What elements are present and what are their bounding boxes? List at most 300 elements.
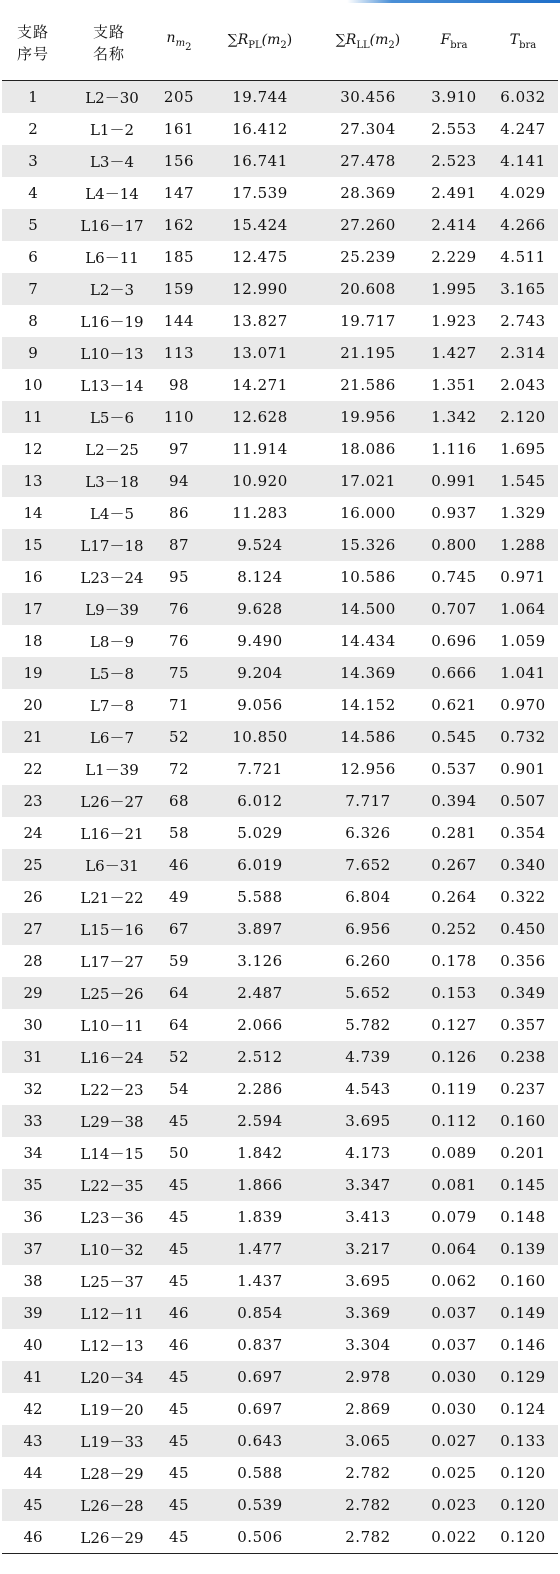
n-m2-cell: 45 [154,1169,204,1201]
branch-seq-cell: 32 [2,1073,64,1105]
t-bra-cell: 0.139 [488,1233,558,1265]
sum-rpl-cell: 0.854 [204,1297,316,1329]
branch-seq-cell: 15 [2,529,64,561]
n-m2-cell: 94 [154,465,204,497]
t-bra-cell: 0.160 [488,1105,558,1137]
table-row [2,657,558,689]
t-bra-cell: 0.349 [488,977,558,1009]
header-rpl-paren-sub: 2 [280,40,287,51]
n-m2-cell: 159 [154,273,204,305]
n-m2-cell: 75 [154,657,204,689]
sum-rpl-cell: 2.487 [204,977,316,1009]
t-bra-cell: 0.120 [488,1489,558,1521]
branch-name-cell: L3－4 [64,145,154,177]
header-n-sub: m [175,38,186,49]
branch-name-cell: L17－27 [64,945,154,977]
n-m2-cell: 185 [154,241,204,273]
sum-rpl-cell: 12.628 [204,401,316,433]
f-bra-cell: 0.064 [420,1233,488,1265]
sum-rpl-cell: 9.490 [204,625,316,657]
sum-rll-cell: 2.869 [316,1393,420,1425]
branch-name-cell: L26－27 [64,785,154,817]
branch-name-cell: L25－37 [64,1265,154,1297]
sum-rpl-cell: 9.524 [204,529,316,561]
table-row [2,241,558,273]
branch-name-cell: L9－39 [64,593,154,625]
sum-rpl-cell: 3.897 [204,913,316,945]
t-bra-cell: 4.247 [488,113,558,145]
n-m2-cell: 46 [154,1297,204,1329]
table-row [2,945,558,977]
t-bra-cell: 1.059 [488,625,558,657]
t-bra-cell: 0.160 [488,1265,558,1297]
branch-name-cell: L8－9 [64,625,154,657]
sum-rpl-cell: 9.204 [204,657,316,689]
sum-rll-cell: 3.695 [316,1105,420,1137]
branch-seq-cell: 23 [2,785,64,817]
table-row [2,1329,558,1361]
header-n-m2 [154,6,204,81]
table-row [2,529,558,561]
header-rll-paren-sub: 2 [388,40,395,51]
branch-seq-cell: 3 [2,145,64,177]
sum-rll-cell: 6.326 [316,817,420,849]
table-row [2,209,558,241]
sum-rll-cell: 4.543 [316,1073,420,1105]
t-bra-cell: 1.041 [488,657,558,689]
table-row [2,497,558,529]
f-bra-cell: 1.116 [420,433,488,465]
sum-rpl-cell: 19.744 [204,81,316,114]
n-m2-cell: 161 [154,113,204,145]
sum-rll-cell: 14.369 [316,657,420,689]
branch-seq-cell: 27 [2,913,64,945]
top-accent-line [0,0,560,3]
n-m2-cell: 86 [154,497,204,529]
t-bra-cell: 1.695 [488,433,558,465]
table-row [2,625,558,657]
f-bra-cell: 0.030 [420,1361,488,1393]
f-bra-cell: 2.491 [420,177,488,209]
table-row [2,433,558,465]
t-bra-cell: 0.201 [488,1137,558,1169]
f-bra-cell: 0.112 [420,1105,488,1137]
sum-rpl-cell: 0.697 [204,1393,316,1425]
sum-rpl-cell: 6.019 [204,849,316,881]
sum-rpl-cell: 6.012 [204,785,316,817]
sum-rll-cell: 25.239 [316,241,420,273]
t-bra-cell: 4.511 [488,241,558,273]
f-bra-cell: 0.394 [420,785,488,817]
f-bra-cell: 0.062 [420,1265,488,1297]
table-row [2,145,558,177]
branch-seq-cell: 34 [2,1137,64,1169]
header-rll-close: ) [394,32,401,48]
n-m2-cell: 162 [154,209,204,241]
header-f-bra [420,6,488,81]
sum-rpl-cell: 2.512 [204,1041,316,1073]
table-row [2,593,558,625]
sum-rll-cell: 18.086 [316,433,420,465]
sum-rpl-cell: 13.827 [204,305,316,337]
sum-rll-cell: 19.717 [316,305,420,337]
branch-seq-cell: 43 [2,1425,64,1457]
sum-rll-cell: 3.347 [316,1169,420,1201]
sum-rpl-cell: 5.029 [204,817,316,849]
t-bra-cell: 0.133 [488,1425,558,1457]
branch-seq-cell: 46 [2,1521,64,1554]
table-row [2,401,558,433]
f-bra-cell: 0.696 [420,625,488,657]
n-m2-cell: 45 [154,1265,204,1297]
header-branch-seq [2,6,64,81]
f-bra-cell: 0.707 [420,593,488,625]
f-bra-cell: 0.119 [420,1073,488,1105]
header-row [2,6,558,81]
f-bra-cell: 0.666 [420,657,488,689]
n-m2-cell: 52 [154,1041,204,1073]
branch-name-cell: L10－32 [64,1233,154,1265]
f-bra-cell: 1.995 [420,273,488,305]
sum-rpl-cell: 1.866 [204,1169,316,1201]
n-m2-cell: 45 [154,1457,204,1489]
sum-rpl-cell: 11.914 [204,433,316,465]
f-bra-cell: 0.127 [420,1009,488,1041]
n-m2-cell: 46 [154,849,204,881]
n-m2-cell: 67 [154,913,204,945]
sum-rll-cell: 15.326 [316,529,420,561]
sum-rpl-cell: 0.588 [204,1457,316,1489]
sum-rll-cell: 27.478 [316,145,420,177]
sum-rpl-cell: 0.539 [204,1489,316,1521]
n-m2-cell: 45 [154,1105,204,1137]
branch-seq-cell: 28 [2,945,64,977]
sum-rpl-cell: 7.721 [204,753,316,785]
branch-seq-cell: 33 [2,1105,64,1137]
f-bra-cell: 0.545 [420,721,488,753]
t-bra-cell: 0.357 [488,1009,558,1041]
sum-rll-cell: 2.782 [316,1457,420,1489]
header-t-bra [488,6,558,81]
header-rpl-paren: (m [261,32,281,48]
t-bra-cell: 0.507 [488,785,558,817]
f-bra-cell: 0.030 [420,1393,488,1425]
branch-name-cell: L4－5 [64,497,154,529]
n-m2-cell: 147 [154,177,204,209]
sum-rll-cell: 2.782 [316,1521,420,1554]
branch-seq-cell: 41 [2,1361,64,1393]
table-row [2,977,558,1009]
t-bra-cell: 2.120 [488,401,558,433]
branch-seq-cell: 29 [2,977,64,1009]
branch-name-cell: L10－13 [64,337,154,369]
sum-rpl-cell: 0.697 [204,1361,316,1393]
sum-rpl-cell: 16.412 [204,113,316,145]
branch-name-cell: L5－8 [64,657,154,689]
sum-rll-cell: 4.739 [316,1041,420,1073]
sum-rpl-cell: 5.588 [204,881,316,913]
t-bra-cell: 0.146 [488,1329,558,1361]
sum-rll-cell: 19.956 [316,401,420,433]
branch-name-cell: L1－39 [64,753,154,785]
table-row [2,721,558,753]
header-f-symbol: F [440,32,451,48]
f-bra-cell: 0.126 [420,1041,488,1073]
t-bra-cell: 0.901 [488,753,558,785]
sum-rll-cell: 3.369 [316,1297,420,1329]
sum-rll-cell: 3.065 [316,1425,420,1457]
f-bra-cell: 1.342 [420,401,488,433]
header-branch-name [64,6,154,81]
branch-seq-cell: 39 [2,1297,64,1329]
sum-rpl-cell: 9.056 [204,689,316,721]
branch-seq-cell: 21 [2,721,64,753]
f-bra-cell: 0.621 [420,689,488,721]
sum-rpl-cell: 14.271 [204,369,316,401]
t-bra-cell: 4.141 [488,145,558,177]
f-bra-cell: 1.351 [420,369,488,401]
n-m2-cell: 45 [154,1201,204,1233]
branch-name-cell: L20－34 [64,1361,154,1393]
f-bra-cell: 0.025 [420,1457,488,1489]
table-row [2,817,558,849]
t-bra-cell: 0.354 [488,817,558,849]
sum-rll-cell: 6.260 [316,945,420,977]
sum-rll-cell: 6.804 [316,881,420,913]
sum-rpl-cell: 0.506 [204,1521,316,1554]
branch-name-cell: L16－17 [64,209,154,241]
branch-seq-cell: 20 [2,689,64,721]
branch-name-cell: L17－18 [64,529,154,561]
table-row [2,465,558,497]
n-m2-cell: 113 [154,337,204,369]
t-bra-cell: 0.970 [488,689,558,721]
t-bra-cell: 1.064 [488,593,558,625]
sum-rll-cell: 2.978 [316,1361,420,1393]
t-bra-cell: 0.356 [488,945,558,977]
n-m2-cell: 45 [154,1393,204,1425]
t-bra-cell: 0.120 [488,1457,558,1489]
header-rpl-symbol: R [237,32,249,48]
sum-rll-cell: 17.021 [316,465,420,497]
sum-rll-cell: 14.152 [316,689,420,721]
branch-name-cell: L23－24 [64,561,154,593]
branch-seq-cell: 22 [2,753,64,785]
branch-seq-cell: 35 [2,1169,64,1201]
n-m2-cell: 45 [154,1521,204,1554]
t-bra-cell: 0.732 [488,721,558,753]
n-m2-cell: 64 [154,977,204,1009]
sum-rll-cell: 2.782 [316,1489,420,1521]
f-bra-cell: 0.022 [420,1521,488,1554]
branch-seq-cell: 30 [2,1009,64,1041]
t-bra-cell: 2.743 [488,305,558,337]
header-rpl-sub: PL [248,40,262,51]
header-branch-seq-line2: 序号 [16,45,49,63]
t-bra-cell: 0.238 [488,1041,558,1073]
f-bra-cell: 0.153 [420,977,488,1009]
f-bra-cell: 0.281 [420,817,488,849]
branch-name-cell: L4－14 [64,177,154,209]
branch-seq-cell: 5 [2,209,64,241]
branch-ranking-table [2,6,558,1554]
n-m2-cell: 144 [154,305,204,337]
n-m2-cell: 45 [154,1489,204,1521]
sum-rll-cell: 5.782 [316,1009,420,1041]
header-n-subsub: 2 [185,42,192,53]
branch-name-cell: L6－7 [64,721,154,753]
sum-rpl-cell: 8.124 [204,561,316,593]
n-m2-cell: 98 [154,369,204,401]
n-m2-cell: 72 [154,753,204,785]
header-t-symbol: T [509,32,520,48]
sum-rpl-cell: 0.837 [204,1329,316,1361]
f-bra-cell: 0.027 [420,1425,488,1457]
branch-seq-cell: 24 [2,817,64,849]
table-row [2,881,558,913]
f-bra-cell: 3.910 [420,81,488,114]
sum-rpl-cell: 1.839 [204,1201,316,1233]
branch-seq-cell: 2 [2,113,64,145]
table-row [2,305,558,337]
sum-rll-cell: 14.434 [316,625,420,657]
branch-name-cell: L13－14 [64,369,154,401]
table-row [2,753,558,785]
header-f-sub: bra [450,40,468,51]
t-bra-cell: 0.450 [488,913,558,945]
sum-rll-cell: 10.586 [316,561,420,593]
table-row [2,1169,558,1201]
branch-name-cell: L15－16 [64,913,154,945]
table-row [2,1521,558,1554]
branch-seq-cell: 8 [2,305,64,337]
t-bra-cell: 0.124 [488,1393,558,1425]
f-bra-cell: 2.414 [420,209,488,241]
branch-seq-cell: 37 [2,1233,64,1265]
n-m2-cell: 59 [154,945,204,977]
branch-name-cell: L7－8 [64,689,154,721]
branch-seq-cell: 19 [2,657,64,689]
n-m2-cell: 58 [154,817,204,849]
header-branch-seq-line1: 支路 [16,23,49,41]
f-bra-cell: 0.267 [420,849,488,881]
branch-seq-cell: 44 [2,1457,64,1489]
sum-rll-cell: 5.652 [316,977,420,1009]
table-row [2,1361,558,1393]
branch-name-cell: L12－13 [64,1329,154,1361]
sum-rll-cell: 3.413 [316,1201,420,1233]
sum-rll-cell: 27.260 [316,209,420,241]
t-bra-cell: 4.029 [488,177,558,209]
branch-name-cell: L26－29 [64,1521,154,1554]
t-bra-cell: 0.149 [488,1297,558,1329]
header-rll-sub: LL [356,40,370,51]
f-bra-cell: 1.923 [420,305,488,337]
branch-seq-cell: 36 [2,1201,64,1233]
branch-name-cell: L14－15 [64,1137,154,1169]
branch-seq-cell: 18 [2,625,64,657]
t-bra-cell: 0.237 [488,1073,558,1105]
branch-seq-cell: 7 [2,273,64,305]
n-m2-cell: 46 [154,1329,204,1361]
t-bra-cell: 0.148 [488,1201,558,1233]
t-bra-cell: 0.340 [488,849,558,881]
table-row [2,785,558,817]
table-row [2,1233,558,1265]
f-bra-cell: 0.037 [420,1329,488,1361]
branch-seq-cell: 13 [2,465,64,497]
n-m2-cell: 71 [154,689,204,721]
f-bra-cell: 0.937 [420,497,488,529]
f-bra-cell: 0.079 [420,1201,488,1233]
table-row [2,1457,558,1489]
sum-rll-cell: 3.695 [316,1265,420,1297]
n-m2-cell: 97 [154,433,204,465]
sum-rll-cell: 3.304 [316,1329,420,1361]
f-bra-cell: 0.264 [420,881,488,913]
table-row [2,1425,558,1457]
branch-seq-cell: 45 [2,1489,64,1521]
sum-rpl-cell: 10.920 [204,465,316,497]
header-rll-symbol: R [345,32,357,48]
sum-rpl-cell: 2.594 [204,1105,316,1137]
sum-rll-cell: 28.369 [316,177,420,209]
table-row [2,1393,558,1425]
sum-rll-cell: 27.304 [316,113,420,145]
branch-seq-cell: 1 [2,81,64,114]
branch-name-cell: L10－11 [64,1009,154,1041]
sum-rll-cell: 21.586 [316,369,420,401]
t-bra-cell: 0.971 [488,561,558,593]
sum-rpl-cell: 1.477 [204,1233,316,1265]
f-bra-cell: 0.745 [420,561,488,593]
branch-seq-cell: 16 [2,561,64,593]
branch-name-cell: L16－21 [64,817,154,849]
table-row [2,913,558,945]
branch-name-cell: L2－30 [64,81,154,114]
header-rll-sum-sign: ∑ [335,32,346,48]
branch-name-cell: L28－29 [64,1457,154,1489]
n-m2-cell: 64 [154,1009,204,1041]
branch-seq-cell: 17 [2,593,64,625]
header-branch-name-line1: 支路 [92,23,125,41]
table-row [2,1009,558,1041]
f-bra-cell: 0.252 [420,913,488,945]
table-row [2,1201,558,1233]
table-row [2,113,558,145]
header-rpl-close: ) [286,32,293,48]
n-m2-cell: 50 [154,1137,204,1169]
branch-seq-cell: 6 [2,241,64,273]
n-m2-cell: 76 [154,625,204,657]
branch-name-cell: L16－19 [64,305,154,337]
sum-rll-cell: 4.173 [316,1137,420,1169]
n-m2-cell: 54 [154,1073,204,1105]
n-m2-cell: 45 [154,1233,204,1265]
n-m2-cell: 49 [154,881,204,913]
sum-rll-cell: 7.717 [316,785,420,817]
branch-name-cell: L1－2 [64,113,154,145]
branch-name-cell: L23－36 [64,1201,154,1233]
sum-rpl-cell: 2.066 [204,1009,316,1041]
n-m2-cell: 45 [154,1425,204,1457]
t-bra-cell: 1.288 [488,529,558,561]
sum-rpl-cell: 3.126 [204,945,316,977]
sum-rll-cell: 30.456 [316,81,420,114]
n-m2-cell: 110 [154,401,204,433]
header-branch-name-line2: 名称 [92,45,125,63]
n-m2-cell: 95 [154,561,204,593]
